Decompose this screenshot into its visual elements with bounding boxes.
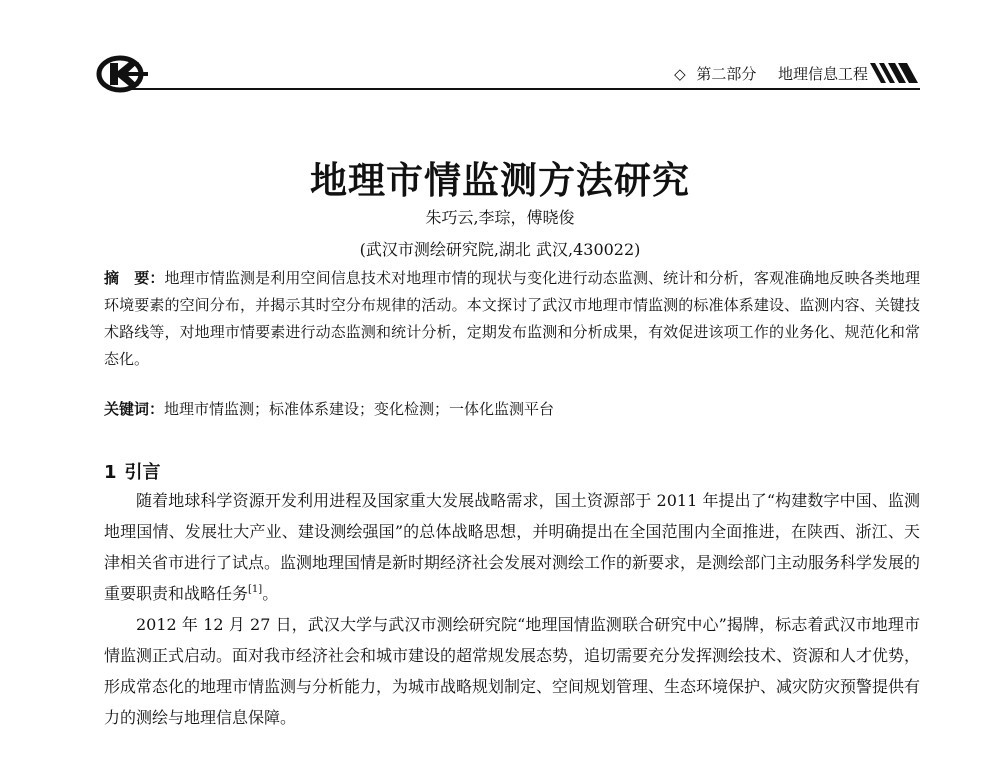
section-label: 地理信息工程 — [777, 65, 868, 83]
keywords-text: 地理市情监测；标准体系建设；变化检测；一体化监测平台 — [164, 400, 555, 418]
paper-affiliation: (武汉市测绘研究院,湖北 武汉,430022) — [359, 240, 641, 259]
abstract-label: 摘 要： — [104, 269, 165, 287]
abstract — [104, 265, 920, 373]
diamond-icon: ◇ — [674, 65, 686, 83]
section-heading — [104, 458, 161, 484]
header-rule — [130, 88, 920, 90]
paragraph-2: 2012 年 12 月 27 日，武汉大学与武汉市测绘研究院“地理国情监测联合研究中心”揭牌，标志着武汉市地理市情监测正式启动。面对我市经济社会和城市建设的超常规发展态势，追切需要充分发挥测绘技术、资源和人才优势，形成常态化的地理市情监测与分析能力，为城市战略规划制定、空间规划管理、生态环境保护、减灾防灾预警提供有力的测绘与地理信息保障。 — [104, 615, 921, 727]
paragraph-1 — [104, 485, 920, 609]
paper-title: 地理市情监测方法研究 — [310, 158, 690, 202]
paragraph-1-end: 。 — [262, 584, 279, 603]
running-head — [674, 63, 868, 84]
keywords — [104, 397, 920, 421]
section-body — [104, 485, 920, 733]
section-number: 1 — [104, 462, 117, 483]
part-label: 第二部分 — [696, 65, 757, 83]
keywords-label: 关键词： — [104, 400, 165, 418]
section-title: 引言 — [124, 462, 161, 483]
abstract-text: 地理市情监测是利用空间信息技术对地理市情的现状与变化进行动态监测、统计和分析，客观准确地反映各类地理环境要素的空间分布，并揭示其时空分布规律的活动。本文探讨了武汉市地理市情监测的标准体系建设、监测内容、关键技术路线等，对地理市情要素进行动态监测和统计分析，定期发布监测和分析成果，有效促进该项工作的业务化、规范化和常态化。 — [104, 269, 920, 368]
paragraph-1-text: 随着地球科学资源开发利用进程及国家重大发展战略需求，国土资源部于 2011 年提出了“构建数字中国、监测地理国情、发展壮大产业、建设测绘强国”的总体战略思想，并明确提出在全国范围内全面推进，在陕西、浙江、天津相关省市进行了试点。监测地理国情是新时期经济社会发展对测绘工作的新要求，是测绘部门主动服务科学发展的重要职责和战略任务 — [104, 491, 921, 603]
citation: [1] — [248, 584, 263, 595]
decorative-slashes-icon — [870, 61, 918, 85]
paper-authors: 朱巧云,李琮，傅晓俊 — [425, 208, 575, 227]
